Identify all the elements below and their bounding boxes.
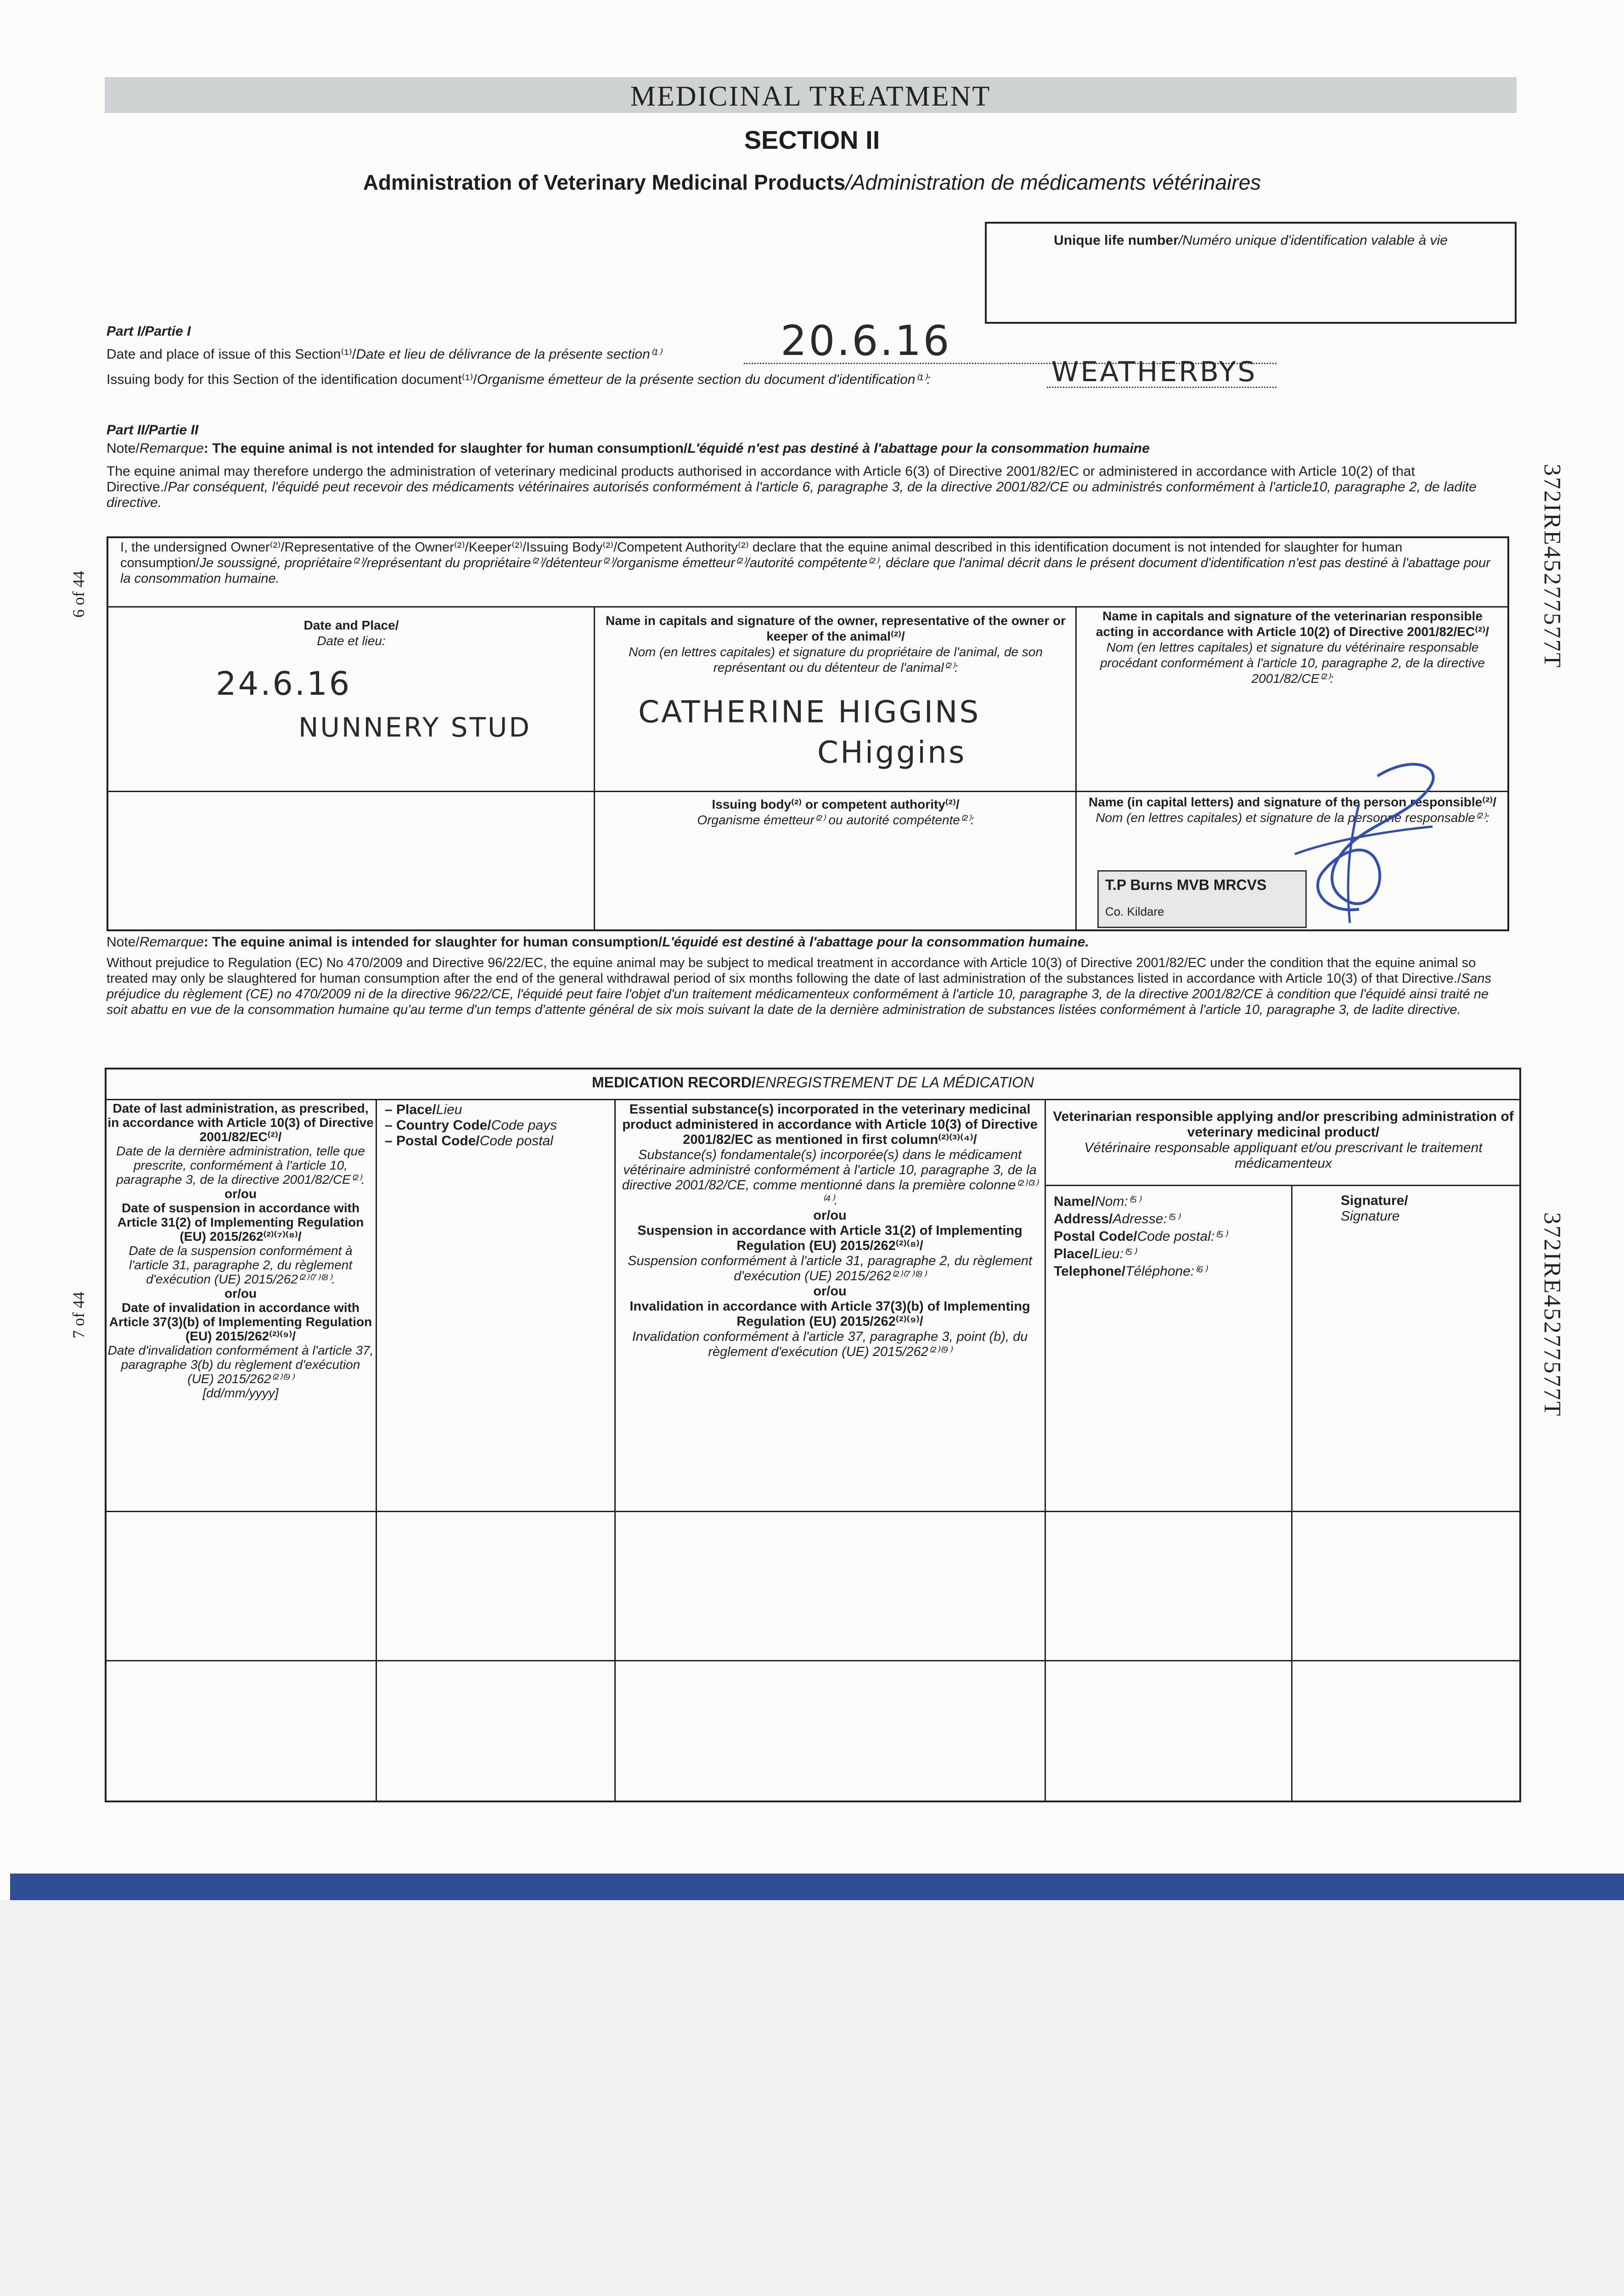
part1-heading: Part I/Partie I xyxy=(107,324,191,339)
part3-note: Note/Remarque: The equine animal is intended for slaughter for human consumption/L'équidé est destiné à l'abattage pour la consommation humaine. xyxy=(107,934,1089,950)
stamp-line-2: Co. Kildare xyxy=(1105,905,1164,918)
record-signature-label: Signature/ Signature xyxy=(1341,1193,1408,1224)
section-heading: SECTION II xyxy=(744,125,880,154)
record-row-divider-1 xyxy=(105,1511,1521,1512)
scan-background xyxy=(0,1900,1624,2296)
record-col1-header: Date of last administration, as prescribed, in accordance with Article 10(3) of Directive 2001/82/EC⁽²⁾/ Date de la dernière administration, telle que prescrite, conformément à l'article 10, paragraphe 3, de la directive 2001/82/CE⁽²⁾. or/ou Date of suspension in accordance with Article 31(2) of Implementing Regulation (EU) 2015/262⁽²⁾⁽⁷⁾⁽⁸⁾/ Date de la suspension conformément à l'article 31, paragraphe 2, du règlement d'exécution (UE) 2015/262⁽²⁾⁽⁷⁾⁽⁸⁾. or/ou Date of invalidation in accordance with Article 37(3)(b) of Implementing Regulation (EU) 2015/262⁽²⁾⁽⁹⁾/ Date d'invalidation conformément à l'article 37, paragraphe 3(b) du règlement d'exécution (UE) 2015/262⁽²⁾⁽⁹⁾ [dd/mm/yyyy] xyxy=(107,1101,374,1400)
record-title-divider xyxy=(105,1099,1521,1100)
decl-person-responsible-label: Name (in capital letters) and signature of the person responsible⁽²⁾/ Nom (en lettres capitales) et signature de la personne responsable⁽²⁾: xyxy=(1088,795,1497,825)
record-vet-header: Veterinarian responsible applying and/or prescribing administration of veterinary medicinal product/ Vétérinaire responsable appliquant et/ou prescrivant le traitement médicamenteux xyxy=(1053,1109,1514,1171)
part1-date-label: Date and place of issue of this Section⁽¹⁾/Date et lieu de délivrance de la présente section⁽¹⁾ xyxy=(107,347,662,362)
side-id-number-top: 372IRE45277577T xyxy=(1539,464,1565,669)
decl-col3-header: Name in capitals and signature of the veterinarian responsible acting in accordance with Article 10(2) of Directive 2001/82/EC⁽²⁾/ Nom (en lettres capitales) et signature du vétérinaire responsable procédant conformément à l'article 10, paragraphe 2, de la directive 2001/82/CE⁽²⁾: xyxy=(1096,609,1489,686)
decl-col2-header: Name in capitals and signature of the owner, representative of the owner or keeper of the animal⁽²⁾/ Nom (en lettres capitales) et signature du propriétaire de l'animal, de son représentant ou du détenteur de l'animal⁽²⁾: xyxy=(605,613,1066,675)
record-row-divider-2 xyxy=(105,1660,1521,1661)
part3-paragraph: Without prejudice to Regulation (EC) No 470/2009 and Directive 96/22/EC, the equine animal may be subject to medical treatment in accordance with Article 10(3) of Directive 2001/82/EC under the condition that the equine animal so treated may only be slaughtered for human consumption after the end of the general withdrawal period of six months following the date of last administration of the substances listed in accordance with Article 10(3) of that Directive./Sans préjudice du règlement (CE) no 470/2009 ni de la directive 96/22/CE, l'équidé peut faire l'objet d'un traitement médicamenteux conformément à l'article 10, paragraphe 3, de la directive 2001/82/CE à condition que l'équidé ainsi traité ne soit abattu en vue de la consommation humaine qu'au terme d'un temps d'attente général de six mois suivant la date de la dernière administration de substances listées conformément à l'article 10, paragraphe 3, de ladite directive. xyxy=(107,956,1492,1017)
decl-hand-owner-signature[interactable]: CHiggins xyxy=(817,735,967,770)
side-id-number-bottom: 372IRE45277577T xyxy=(1539,1212,1565,1418)
decl-issuing-body-label: Issuing body⁽²⁾ or competent authority⁽²⁾/ Organisme émetteur⁽²⁾ ou autorité compétente⁽²⁾: xyxy=(697,797,974,827)
page-title: Administration of Veterinary Medicinal Products/Administration de médicaments vétérinaires xyxy=(363,170,1261,194)
decl-hand-place[interactable]: NUNNERY STUD xyxy=(298,712,532,743)
decl-hand-date[interactable]: 24.6.16 xyxy=(216,665,352,703)
medication-record-title: MEDICATION RECORD/ENREGISTREMENT DE LA MÉDICATION xyxy=(591,1074,1034,1091)
declaration-col-divider-1 xyxy=(594,606,595,931)
decl-hand-owner-name[interactable]: CATHERINE HIGGINS xyxy=(638,694,981,730)
record-vet-fields: Name/Nom:⁽⁵⁾ Address/Adresse:⁽⁵⁾ Postal Code/Code postal:⁽⁵⁾ Place/Lieu:⁽⁵⁾ Telephone/Téléphone:⁽⁶⁾ xyxy=(1054,1194,1227,1279)
decl-col1-header: Date and Place/ Date et lieu: xyxy=(303,618,399,648)
page-number-top: 6 of 44 xyxy=(69,571,88,618)
banner-title: MEDICINAL TREATMENT xyxy=(630,81,991,112)
record-vet-subheader-divider xyxy=(1045,1185,1521,1186)
record-col-divider-3 xyxy=(1045,1099,1046,1802)
declaration-col-divider-2 xyxy=(1075,606,1077,931)
section-banner xyxy=(105,77,1517,113)
part1-issuing-value[interactable]: WEATHERBYS xyxy=(1051,356,1257,388)
part2-paragraph: The equine animal may therefore undergo the administration of veterinary medicinal products authorised in accordance with Article 6(3) of Directive 2001/82/EC or administered in accordance with Article 10(2) of that Directive./Par conséquent, l'équidé peut recevoir des médicaments vétérinaires autorisés conformément à l'article 6, paragraphe 3, de la directive 2001/82/CE ou administrés conformément à l'article10, paragraphe 2, de ladite directive. xyxy=(107,464,1477,510)
page-number-bottom: 7 of 44 xyxy=(69,1292,88,1339)
part1-date-value[interactable]: 20.6.16 xyxy=(781,317,951,365)
stamp-line-1: T.P Burns MVB MRCVS xyxy=(1105,877,1267,893)
record-col-divider-2 xyxy=(614,1099,616,1802)
declaration-divider xyxy=(107,606,1509,608)
record-col3-header: Essential substance(s) incorporated in the veterinary medicinal product administered in accordance with Article 10(3) of Directive 2001/82/EC as mentioned in first column⁽²⁾⁽³⁾⁽⁴⁾/ Substance(s) fondamentale(s) incorporée(s) dans le médicament vétérinaire administré conformément à l'article 10, paragraphe 3, de la directive 2001/82/CE, comme mentionné dans la première colonne⁽²⁾⁽³⁾⁽⁴⁾. or/ou Suspension in accordance with Article 31(2) of Implementing Regulation (EU) 2015/262⁽²⁾⁽⁸⁾/ Suspension conformément à l'article 31, paragraphe 2, du règlement d'exécution (UE) 2015/262⁽²⁾⁽⁷⁾⁽⁸⁾ or/ou Invalidation in accordance with Article 37(3)(b) of Implementing Regulation (EU) 2015/262⁽²⁾⁽⁹⁾/ Invalidation conformément à l'article 37, paragraphe 3, point (b), du règlement d'exécution (UE) 2015/262⁽²⁾⁽⁹⁾ xyxy=(622,1102,1038,1359)
booklet-binding-band xyxy=(10,1874,1624,1900)
record-col-divider-4 xyxy=(1291,1185,1292,1802)
unique-life-number-label: Unique life number/Numéro unique d'identification valable à vie xyxy=(1054,233,1448,248)
part2-heading: Part II/Partie II xyxy=(107,422,199,438)
veterinarian-signature xyxy=(1240,748,1455,941)
declaration-text: I, the undersigned Owner⁽²⁾/Representative of the Owner⁽²⁾/Keeper⁽²⁾/Issuing Body⁽²⁾/Competent Authority⁽²⁾ declare that the equine animal described in this identification document is not intended for slaughter for human consumption/Je soussigné, propriétaire⁽²⁾/représentant du propriétaire⁽²⁾/détenteur⁽²⁾/organisme émetteur⁽²⁾/autorité compétente⁽²⁾, déclare que l'animal décrit dans le présent document d'identification n'est pas destiné à l'abattage pour la consommation humaine. xyxy=(120,540,1490,586)
record-col-divider-1 xyxy=(376,1099,377,1802)
part2-note: Note/Remarque: The equine animal is not intended for slaughter for human consumption/L'équidé n'est pas destiné à l'abattage pour la consommation humaine xyxy=(107,441,1150,456)
record-col2-header: – Place/Lieu – Country Code/Code pays – Postal Code/Code postal xyxy=(385,1102,557,1148)
part1-issuing-label: Issuing body for this Section of the identification document⁽¹⁾/Organisme émetteur de la présente section du document d'identification⁽¹⁾: xyxy=(107,372,931,387)
unique-life-number-box[interactable] xyxy=(985,222,1517,324)
